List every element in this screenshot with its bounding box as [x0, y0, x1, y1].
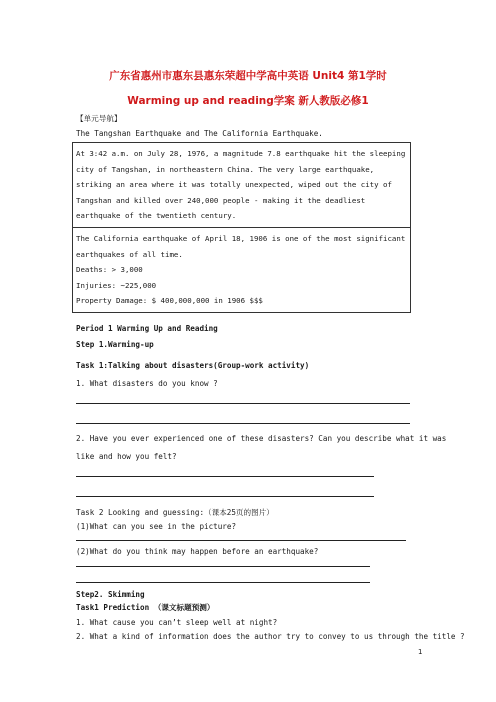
task2-heading: Task 2 Looking and guessing:（课本25页的图片）	[76, 508, 274, 517]
answer-line[interactable]	[76, 496, 374, 497]
california-section	[73, 227, 410, 312]
prediction-question-2: 2. What a kind of information does the author try to convey to us through the title ?	[76, 632, 465, 641]
question-2-line1: 2. Have you ever experienced one of these disasters? Can you describe what it was	[76, 434, 447, 443]
task2-question-1: (1)What can you see in the picture?	[76, 522, 237, 531]
deaths-stat: Deaths: > 3,000	[76, 265, 143, 275]
prediction-question-1: 1. What cause you can’t sleep well at night?	[76, 618, 278, 627]
question-1: 1. What disasters do you know ?	[76, 379, 218, 388]
task-prediction-heading: Task1 Prediction （课文标题预测）	[76, 603, 215, 612]
unit-guide-label: 【单元导航】	[76, 114, 122, 123]
document-title-line2: Warming up and reading学案 新人教版必修1	[127, 95, 369, 107]
answer-line[interactable]	[76, 582, 370, 583]
period-heading: Period 1 Warming Up and Reading	[76, 324, 218, 333]
answer-line[interactable]	[76, 540, 406, 541]
property-damage-stat: Property Damage: $ 400,000,000 in 1906 $$$	[76, 296, 263, 306]
answer-line[interactable]	[76, 403, 410, 404]
task1-heading: Task 1:Talking about disasters(Group-work activity)	[76, 361, 310, 370]
injuries-stat: Injuries: ~225,000	[76, 280, 157, 290]
california-paragraph: The California earthquake of April 18, 1906 is one of the most significant earthquakes of all time.	[76, 233, 406, 259]
guide-subtitle: The Tangshan Earthquake and The California Earthquake.	[76, 129, 323, 138]
answer-line[interactable]	[76, 476, 374, 477]
answer-line[interactable]	[76, 566, 370, 567]
document-title-line1: 广东省惠州市惠东县惠东荣超中学高中英语 Unit4 第1学时	[109, 70, 387, 82]
step2-heading: Step2. Skimming	[76, 590, 145, 599]
task2-question-2: (2)What do you think may happen before an earthquake?	[76, 547, 319, 556]
tangshan-paragraph: At 3:42 a.m. on July 28, 1976, a magnitude 7.8 earthquake hit the sleeping city of Tangshan, in northeastern China. The very large earthquake, striking an area where it was totally unexpected, wiped out the city of Tangshan and killed over 240,000 people - making it the deadliest earthquake of the twentieth century.	[76, 149, 406, 221]
answer-line[interactable]	[76, 423, 410, 424]
page-number: 1	[418, 648, 423, 656]
earthquake-info-table	[72, 142, 411, 313]
step1-heading: Step 1.Warming-up	[76, 340, 154, 349]
question-2-line2: like and how you felt?	[76, 452, 177, 461]
